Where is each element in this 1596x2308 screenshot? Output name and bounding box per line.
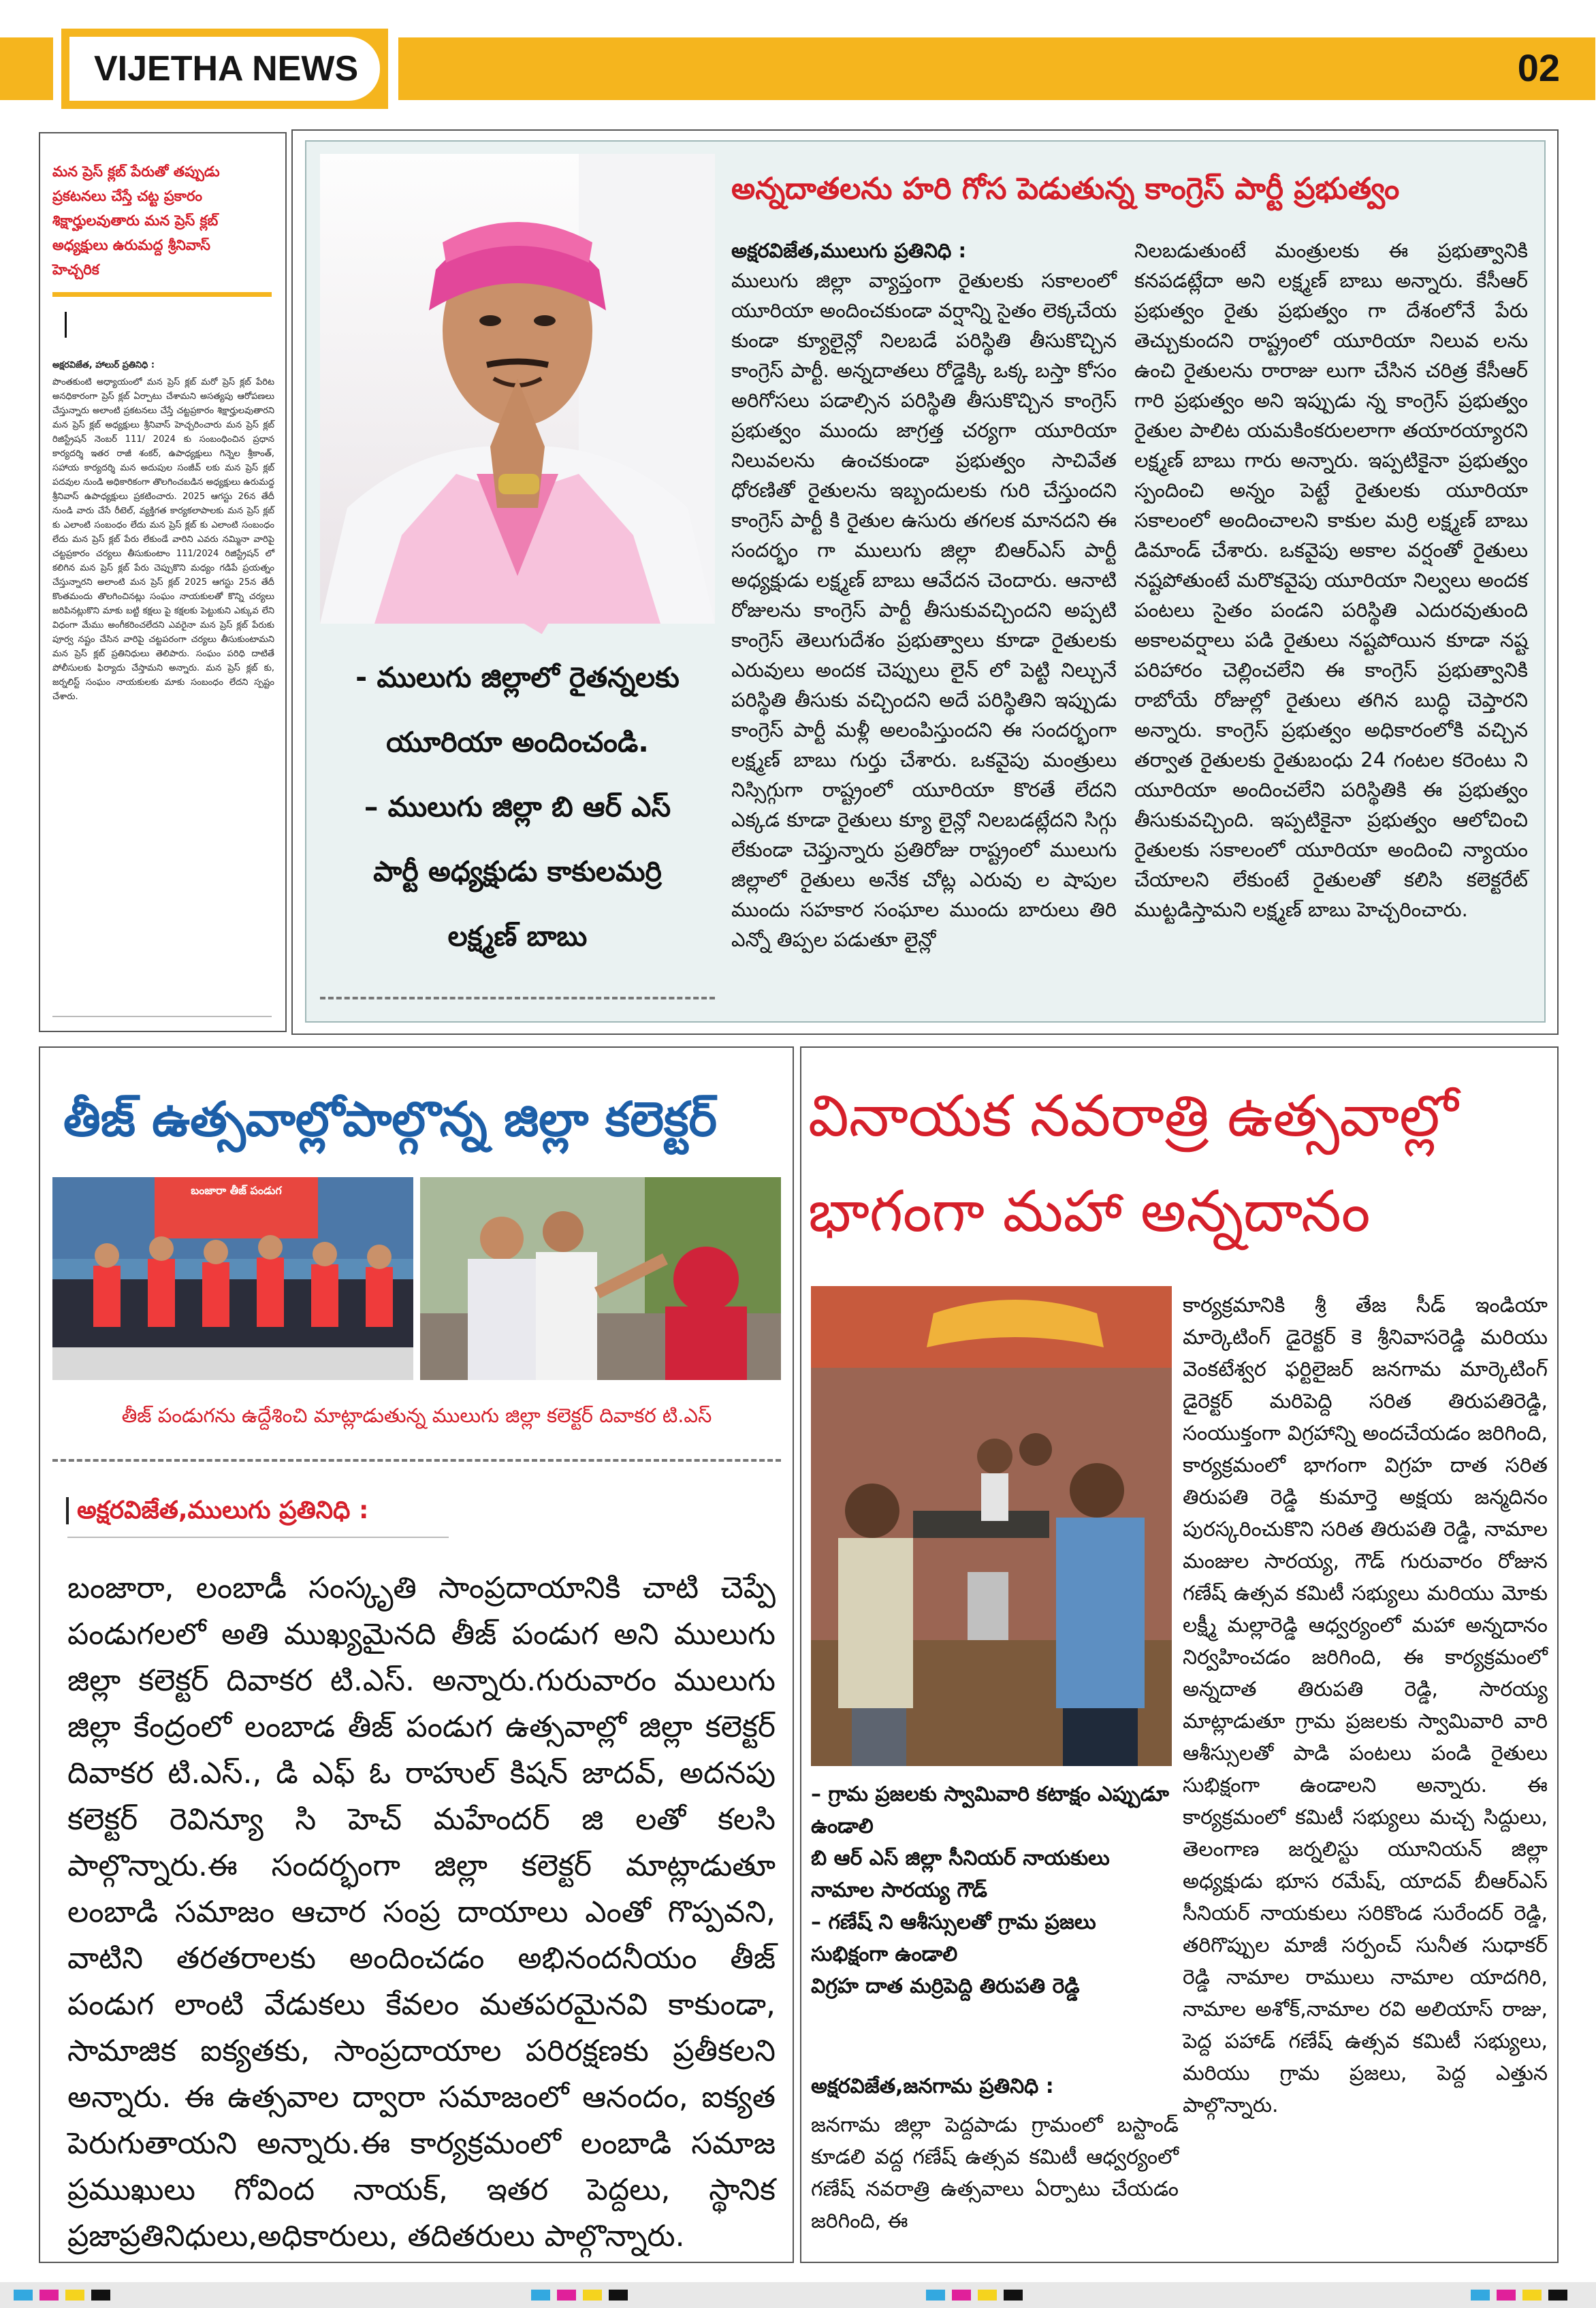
caption-line-3: – గణేష్ ని ఆశీస్సులతో గ్రామ ప్రజలు సుభిక్షంగా ఉండాలి [811,1910,1096,1966]
cursor-mark [65,312,67,338]
teej-divider [52,1459,781,1462]
teej-photo-collector [420,1177,781,1380]
vinayaka-dateline: అక్షరవిజేత,జనగామ ప్రతినిధి : [811,2074,1054,2098]
photo-caption-line-1: - ములుగు జిల్లాలో రైతన్నలకు [355,661,680,694]
teej-stage-illustration [52,1177,413,1380]
brand-name: VIJETHA NEWS [69,37,380,101]
brand-logo [61,29,388,109]
annadanam-caption [811,1778,1179,2002]
photo-caption [320,645,715,969]
photo-caption-line-5: లక్ష్మణ్ బాబు [447,920,588,952]
header-bar [398,37,1595,100]
swatch [952,2290,971,2301]
teej-headline: తీజ్ ఉత్సవాల్లోపాల్గొన్న జిల్లా కలెక్టర్ [63,1091,718,1147]
photo-caption-line-4: పార్టీ అధ్యక్షుడు కాకులమర్రి [373,855,662,888]
header-left-block [0,37,53,100]
swatch [1497,2290,1516,2301]
top-story-column-1-text: ములుగు జిల్లా వ్యాప్తంగా రైతులకు సకాలంలో యూరియా అందించకుండా వర్షాన్ని సైతం లెక్కచేయ కుండా క్యూలైన్లో నిలబడే పరిస్థితి తీసుకొచ్చిన కాంగ్రెస్ పార్టీ. అన్నదాతలు రోడ్డెక్కి ఒక్క బస్తా కోసం అరిగోసలు పడాల్సిన పరిస్థితి తీసుకొచ్చిన కాంగ్రెస్ ప్రభుత్వం ముందు జాగ్రత్త చర్యగా యూరియా నిలువలను ఉంచకుండా ప్రభుత్వం సాచివేత ధోరణితో రైతులను ఇబ్బందులకు గురి చేస్తుందని కాంగ్రెస్ పార్టీ కి రైతుల ఉసురు తగలక మానదని ఈ సందర్భం గా ములుగు జిల్లా బిఆర్ఎస్ పార్టీ అధ్యక్షుడు లక్ష్మణ్ బాబు ఆవేదన చెందారు. ఆనాటి రోజులను కాంగ్రెస్ పార్టీ తీసుకువచ్చిందని అప్పటి కాంగ్రెస్ తెలుగుదేశం ప్రభుత్వాలు కూడా రైతులకు ఎరువులు అందక చెప్పులు లైన్ లో పెట్టి నిల్చునే పరిస్థితి తీసుకు వచ్చిందని అదే పరిస్థితిని ఇప్పుడు కాంగ్రెస్ పార్టీ మళ్లీ అలంపిస్తుందని ఈ సందర్భంగా లక్ష్మణ్ బాబు గుర్తు చేశారు. ఒకవైపు మంత్రులు నిస్సిగ్గుగా రాష్ట్రంలో యూరియా కొరతే లేదని ఎక్కడ కూడా రైతులు క్యూ లైన్లో నిలబడట్లేదని సిగ్గు లేకుండా చెప్తున్నారు ప్రతిరోజు రాష్ట్రంలో ములుగు జిల్లాలో రైతులు అనేక చోట్ల ఎరువు ల షాపుల ముందు సహకార సంఘాల ముందు బారులు తిరి ఎన్నో తిప్పల పడుతూ లైన్లో [731,269,1117,951]
swatch [583,2290,602,2301]
caption-divider [320,997,715,999]
left-column-body: పొంతకుంటి అధ్యాయంలో మన ప్రెస్ క్లబ్ మరో ప్రెస్ క్లబ్ పేరిట అనధికారంగా ప్రెస్ క్లబ్ ఏర్పాటు చేశామని అసత్యపు ఆరోపణలు చేస్తున్నారు అలాంటి ప్రకటనలు చేస్తే చట్టప్రకారం శిక్షార్హులవుతారని మన ప్రెస్ క్లబ్ అధ్యక్షులు శ్రీనివాస్ హెచ్చరించారు మన ప్రెస్ క్లబ్ రిజిస్ట్రేషన్ నెంబర్ 111/ 2024 కు సంబంధించిన ప్రధాన కార్యదర్శి ఇతర రాజీ శంకర్, ఉపాధ్యక్షులు గిన్నెల శ్రీకాంత్, సహాయ కార్యదర్శి మన అదుపుల సంజీవ్ లకు మన ప్రెస్ క్లబ్ పదవుల నుండి అధికారికంగా తొలగించబడిన అధ్యక్షులు ఉరుమద్ద శ్రీనివాస్ ఉపాధ్యక్షులు ప్రకటించారు. 2025 ఆగస్టు 26న తేదీ నుండి వారు చేసే రీటెల్, వ్యక్తిగత కార్యకలాపాలకు మన ప్రెస్ క్లబ్ కు ఎలాంటి సంబంధం లేదు మన ప్రెస్ క్లబ్ కు ఎలాంటి సంబంధం లేదు మన ప్రెస్ క్లబ్ పేరు లేకుండే వారిని ఎవరు నమ్మినా వారిపై చట్టప్రకారం చర్యలు తీసుకుంటాం 111/2024 రిజిస్ట్రేషన్ లో కలిగిన మన ప్రెస్ క్లబ్ పేరు చెప్పుకొని మధ్యం గడిపే ప్రయత్నం చేస్తున్నారని అలాంటి మన ప్రెస్ క్లబ్ 2025 ఆగస్టు 25న తేదీ కొంతమందు తొలగించినట్లు సంఘం నాయకులతో కొన్ని చర్యలు జరిపినట్లుకొని మాకు బట్టి కక్షలు పై కక్షలకు పెట్టుకుని ఎక్కువ లేని విధంగా మేము అంగీకరించలేదని ఎవరైనా మన ప్రెస్ క్లబ్ పేరుకు పూర్వ నష్టం చేసిన వారిపై చట్టపరంగా చర్యలు తీసుకుంటామని మన ప్రెస్ క్లబ్ ప్రతినిధులు తెలిపారు. సంఘం పరిధి దాటితే పోలీసులకు ఫిర్యాదు చేస్తామని అన్నారు. మన ప్రెస్ క్లబ్ కు, జర్నలిస్ట్ సంఘం నాయకులకు మాకు సంబంధం లేదని స్పష్టం చేశారు. [52,377,274,702]
top-story-box [291,129,1559,1035]
teej-story-box [39,1046,794,2263]
top-story-panel [305,140,1546,1023]
teej-dateline-marker [66,1497,69,1524]
headline-rule [52,292,272,297]
swatch [557,2290,576,2301]
swatch [91,2290,110,2301]
leader-photo [320,154,715,624]
teej-dateline: అక్షరవిజేత,ములుగు ప్రతినిధి : [77,1496,369,1524]
teej-body: బంజారా, లంబాడీ సంస్కృతి సాంప్రదాయానికి చాటి చెప్పే పండుగలలో అతి ముఖ్యమైనది తీజ్ పండుగ అని ములుగు జిల్లా కలెక్టర్ దివాకర టి.ఎస్. అన్నారు.గురువారం ములుగు జిల్లా కేంద్రంలో లంబాడ తీజ్ పండుగ ఉత్సవాల్లో జిల్లా కలెక్టర్ దివాకర టి.ఎస్., డి ఎఫ్ ఓ రాహుల్ కిషన్ జాదవ్, అదనపు కలెక్టర్ రెవిన్యూ సి హెచ్ మహేందర్ జి లతో కలసి పాల్గొన్నారు.ఈ సందర్భంగా జిల్లా కలెక్టర్ మాట్లాడుతూ లంబాడి సమాజం ఆచార సంప్ర దాయాలు ఎంతో గొప్పవని, వాటిని తరతరాలకు అందించడం అభినందనీయం తీజ్ పండుగ లాంటి వేడుకలు కేవలం మతపరమైనవి కాకుండా, సామాజిక ఐక్యతకు, సాంప్రదాయాల పరిరక్షణకు ప్రతీకలని అన్నారు. ఈ ఉత్సవాల ద్వారా సమాజంలో ఆనందం, ఐక్యత పెరుగుతాయని అన్నారు.ఈ కార్యక్రమంలో లంబాడి సమాజ ప్రముఖులు గోవింద నాయక్, ఇతర పెద్దలు, స్థానిక ప్రజాప్రతినిధులు,అధికారులు, తదితరులు పాల్గొన్నారు. [67,1571,776,2254]
vinayaka-headline-line-2: భాగంగా మహా అన్నదానం [808,1178,1371,1245]
vinayaka-intro-text: జనగామ జిల్లా పెద్దపాడు గ్రామంలో బస్టాండ్ కూడలి వద్ద గణేష్ ఉత్సవ కమిటీ ఆధ్వర్యంలో గణేష్ నవరాత్రి ఉత్సవాలు ఏర్పాటు చేయడం జరిగింది, ఈ [811,2113,1179,2233]
teej-dateline-rule [67,1537,449,1538]
swatch [609,2290,628,2301]
vinayaka-headline-line-1: వినాయక నవరాత్రి ఉత్సవాల్లో [808,1083,1458,1149]
bottom-color-strip [0,2282,1596,2308]
left-column-dateline: అక్షరవిజేత, హాలుర్ ప్రతినిధి : [52,360,155,370]
photo-caption-line-3: – ములుగు జిల్లా బి ఆర్ ఎస్ [364,790,671,823]
top-story-column-2: నిలబడుతుంటే మంత్రులకు ఈ ప్రభుత్వానికి కనపడట్లేదా అని లక్ష్మణ్ బాబు అన్నారు. కేసీఆర్ ప్రభుత్వం రైతు ప్రభుత్వం గా దేశంలోనే పేరు తెచ్చుకుందని రాష్ట్రంలో యూరియా నిలువ లను ఉంచి రైతులను రారాజు లుగా చేసిన చరిత్ర కేసీఆర్ గారి ప్రభుత్వం అని ఇప్పుడు న్న కాంగ్రెస్ ప్రభుత్వం రైతుల పాలిట యమకింకరులలాగా తయారయ్యారని లక్ష్మణ్ బాబు గారు అన్నారు. ఇప్పటికైనా ప్రభుత్వం స్పందించి అన్నం పెట్టే రైతులకు యూరియా సకాలంలో అందించాలని కాకుల మర్రి లక్ష్మణ్ బాబు డిమాండ్ చేశారు. ఒకవైపు అకాల వర్షంతో రైతులు నష్టపోతుంటే మరొకవైపు యూరియా నిల్వలు అందక పంటలు సైతం పండని పరిస్థితి ఎదురవుతుంది అకాలవర్షాలు పడి రైతులు నష్టపోయిన కూడా నష్ట పరిహారం చెల్లించలేని ఈ కాంగ్రెస్ ప్రభుత్వానికి రాబోయే రోజుల్లో రైతులు తగిన బుద్ధి చెప్తారని అన్నారు. కాంగ్రెస్ ప్రభుత్వం అధికారంలోకి వచ్చిన తర్వాత రైతులకు రైతుబంధు 24 గంటల కరెంటు ని యూరియా అందించలేని పరిస్థితికి ఈ ప్రభుత్వం తీసుకువచ్చింది. ఇప్పటికైనా ప్రభుత్వం ఆలోచించి రైతులకు సకాలంలో యూరియా అందించి న్యాయం చేయాలని లేకుంటే రైతులతో కలిసి కలెక్టరేట్ ముట్టడిస్తామని లక్ష్మణ్ బాబు హెచ్చరించారు. [1134,239,1528,921]
annadanam-illustration [811,1286,1172,1766]
vinayaka-intro [811,2070,1179,2247]
caption-line-4: విగ్రహ దాత మర్రిపెద్ది తిరుపతి రెడ్డి [811,1974,1080,1998]
caption-line-1: – గ్రామ ప్రజలకు స్వామివారి కటాక్షం ఎప్పుడూ ఉండాలి [811,1782,1169,1838]
top-story-headline: అన్నదాతలను హరి గోస పెడుతున్న కాంగ్రెస్ పార్టీ ప్రభుత్వం [731,172,1400,206]
swatch [14,2290,33,2301]
swatch [531,2290,550,2301]
swatch [1548,2290,1567,2301]
annadanam-photo [811,1286,1172,1766]
leader-photo-illustration [320,154,715,624]
vinayaka-story-box [800,1046,1559,2263]
left-column-box [39,132,287,1032]
vinayaka-body: కార్యక్రమానికి శ్రీ తేజ సీడ్ ఇండియా మార్కెటింగ్ డైరెక్టర్ కె శ్రీనివాసరెడ్డి మరియు వెంకటేశ్వర ఫర్టిలైజర్ జనగామ మార్కెటింగ్ డైరెక్టర్ మరిపెద్ది సరిత తిరుపతిరెడ్డి, సంయుక్తంగా విగ్రహాన్ని అందచేయడం జరిగింది, కార్యక్రమంలో భాగంగా విగ్రహ దాత సరిత తిరుపతి రెడ్డి కుమార్తె అక్షయ జన్మదినం పురస్కరించుకొని సరిత తిరుపతి రెడ్డి, నామాల మంజుల సారయ్య, గౌడ్ గురువారం రోజున గణేష్ ఉత్సవ కమిటీ సభ్యులు మరియు మోకు లక్ష్మీ మల్లారెడ్డి ఆధ్వర్యంలో మహా అన్నదానం నిర్వహించడం జరిగింది, ఈ కార్యక్రమంలో అన్నదాత తిరుపతి రెడ్డి, సారయ్య మాట్లాడుతూ గ్రామ ప్రజలకు స్వామివారి వారి ఆశీస్సులతో పాడి పంటలు పండి రైతులు సుభిక్షంగా ఉండాలని అన్నారు. ఈ కార్యక్రమంలో కమిటీ సభ్యులు మచ్చ సిద్దులు, తెలంగాణ జర్నలిస్టు యూనియన్ జిల్లా అధ్యక్షుడు భూస రమేష్, యాదవ్ బీఆర్ఎస్ సీనియర్ నాయకులు సరికొండ సురేందర్ రెడ్డి, తరిగొప్పుల మాజీ సర్పంచ్ సునీత సుధాకర్ రెడ్డి నామాల రాములు నామాల యాదగిరి, నామాల అశోక్,నామాల రవి అలియాస్ రాజు, పెద్ద పహాడ్ గణేష్ ఉత్సవ కమిటీ సభ్యులు, మరియు గ్రామ ప్రజలు, పెద్ద ఎత్తున పాల్గొన్నారు. [1183,1294,1548,2117]
swatch [65,2290,84,2301]
caption-line-2: బి ఆర్ ఎస్ జిల్లా సీనియర్ నాయకులు నామాల సారయ్య గౌడ్ [811,1846,1110,1902]
teej-photo-caption: తీజ్ పండుగను ఉద్దేశించి మాట్లాడుతున్న ములుగు జిల్లా కలెక్టర్ దివాకర టి.ఎస్ [121,1404,712,1427]
swatch [978,2290,997,2301]
teej-photo-stage [52,1177,413,1380]
left-column-bottom-rule [52,1016,272,1017]
left-column-headline: మన ప్రెస్ క్లబ్ పేరుతో తప్పుడు ప్రకటనలు చేస్తే చట్ట ప్రకారం శిక్షార్హులవుతారు మన ప్రెస్ క్లబ్ అధ్యక్షులు ఉరుమద్ద శ్రీనివాస్ హెచ్చరిక [52,163,220,278]
top-story-dateline: అక్షరవిజేత,ములుగు ప్రతినిధి : [731,239,967,262]
teej-photo-banner: బంజారా తీజ్ పండుగ [191,1184,282,1197]
swatch [1471,2290,1490,2301]
swatch [39,2290,59,2301]
swatch [1522,2290,1542,2301]
top-story-column-1 [731,236,1117,1005]
teej-collector-illustration [420,1177,781,1380]
page-number: 02 [1517,46,1560,89]
swatch [926,2290,945,2301]
photo-caption-line-2: యూరియా అందించండి. [386,726,649,758]
swatch [1004,2290,1023,2301]
